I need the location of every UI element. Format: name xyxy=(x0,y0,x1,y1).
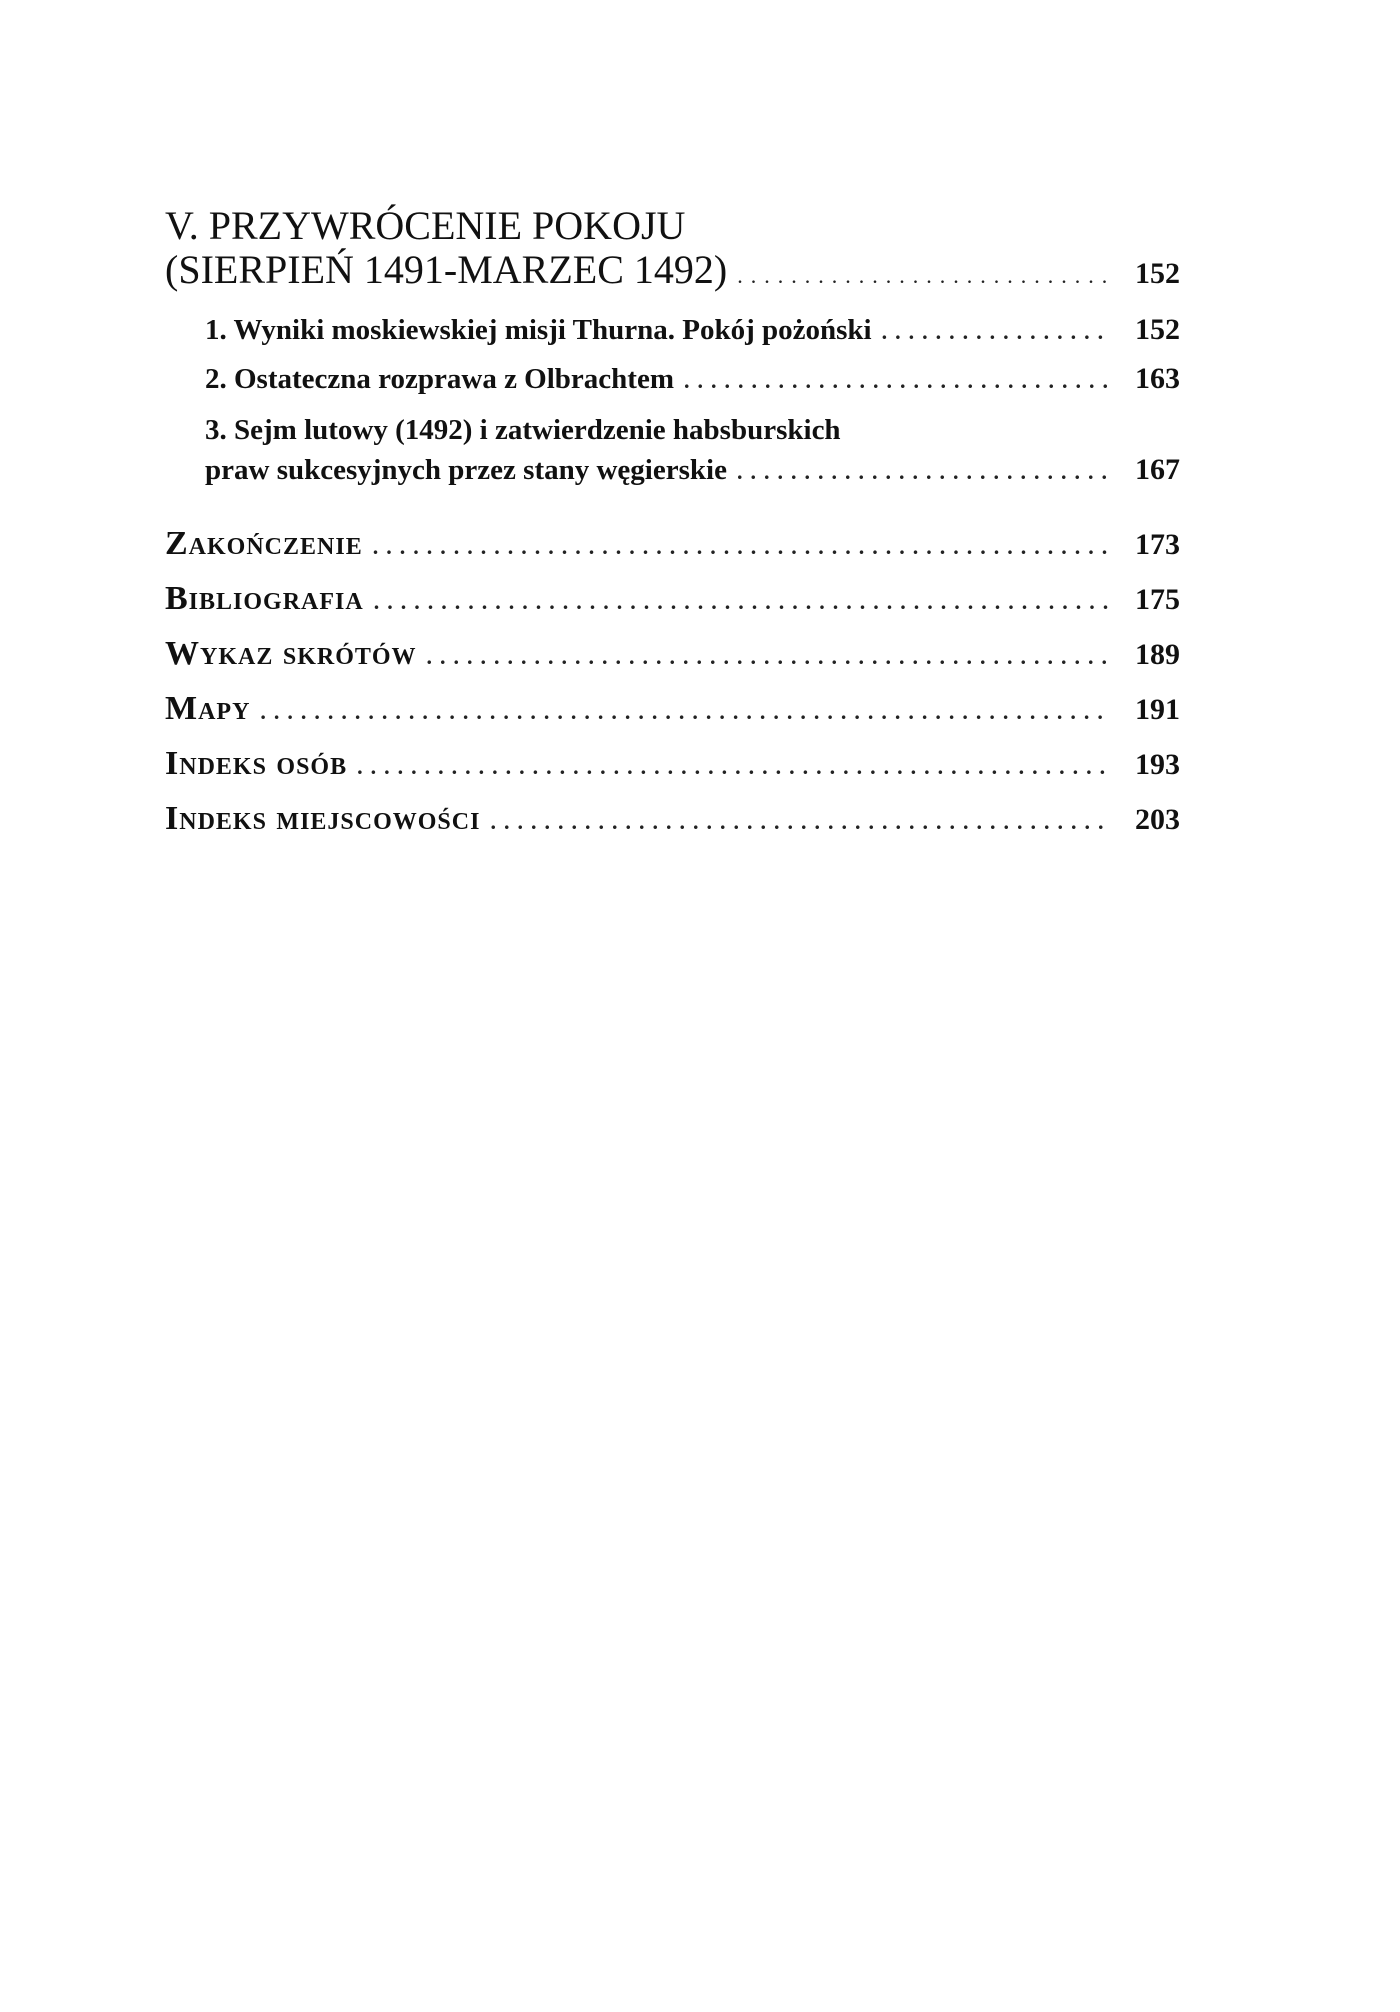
page-number: 193 xyxy=(1135,748,1180,781)
dot-leader xyxy=(737,452,1108,492)
chapter-title-continued: (SIERPIEŃ 1491-MARZEC 1492) xyxy=(165,247,728,292)
dot-leader xyxy=(374,576,1108,628)
toc-entry-section xyxy=(165,683,1180,738)
subsection-title: 2. Ostateczna rozprawa z Olbrachtem xyxy=(205,363,674,395)
dot-leader xyxy=(427,631,1108,683)
section-title: Bibliografia xyxy=(165,580,364,617)
toc-entry-section xyxy=(165,738,1180,793)
page-number: 167 xyxy=(1135,453,1180,486)
dot-leader xyxy=(357,741,1108,793)
page-number: 203 xyxy=(1135,803,1180,836)
section-title: Zakończenie xyxy=(165,525,363,562)
subsection-title-continued: praw sukcesyjnych przez stany węgierskie xyxy=(205,454,727,486)
page-number: 163 xyxy=(1135,362,1180,395)
subsection-title: 1. Wyniki moskiewskiej misji Thurna. Pokój pożoński xyxy=(205,314,872,346)
dot-leader xyxy=(737,254,1108,298)
page-number: 152 xyxy=(1135,257,1180,290)
back-matter-list xyxy=(165,518,1180,848)
page-number: 173 xyxy=(1135,528,1180,561)
page-number: 191 xyxy=(1135,693,1180,726)
toc-entry-subsection xyxy=(165,450,1180,492)
toc-entry-section xyxy=(165,518,1180,573)
toc-entry-section xyxy=(165,573,1180,628)
section-title: Wykaz skrótów xyxy=(165,635,417,672)
page-number: 189 xyxy=(1135,638,1180,671)
section-title: Indeks miejscowości xyxy=(165,800,481,837)
page-number: 175 xyxy=(1135,583,1180,616)
subsection-title: 3. Sejm lutowy (1492) i zatwierdzenie habsburskich xyxy=(205,414,841,446)
toc-entry-subsection xyxy=(165,361,1180,399)
dot-leader xyxy=(684,363,1108,399)
toc-entry-section xyxy=(165,793,1180,848)
chapter-title: V. PRZYWRÓCENIE POKOJU xyxy=(165,203,686,248)
dot-leader xyxy=(373,521,1108,573)
page-number: 152 xyxy=(1135,313,1180,346)
toc-entry-section xyxy=(165,628,1180,683)
dot-leader xyxy=(490,796,1108,848)
section-title: Indeks osób xyxy=(165,745,348,782)
toc-entry-subsection xyxy=(165,312,1180,350)
section-title: Mapy xyxy=(165,690,251,727)
dot-leader xyxy=(260,686,1108,738)
dot-leader xyxy=(882,314,1108,350)
toc-entry-chapter xyxy=(165,248,1180,298)
table-of-contents xyxy=(165,204,1180,848)
